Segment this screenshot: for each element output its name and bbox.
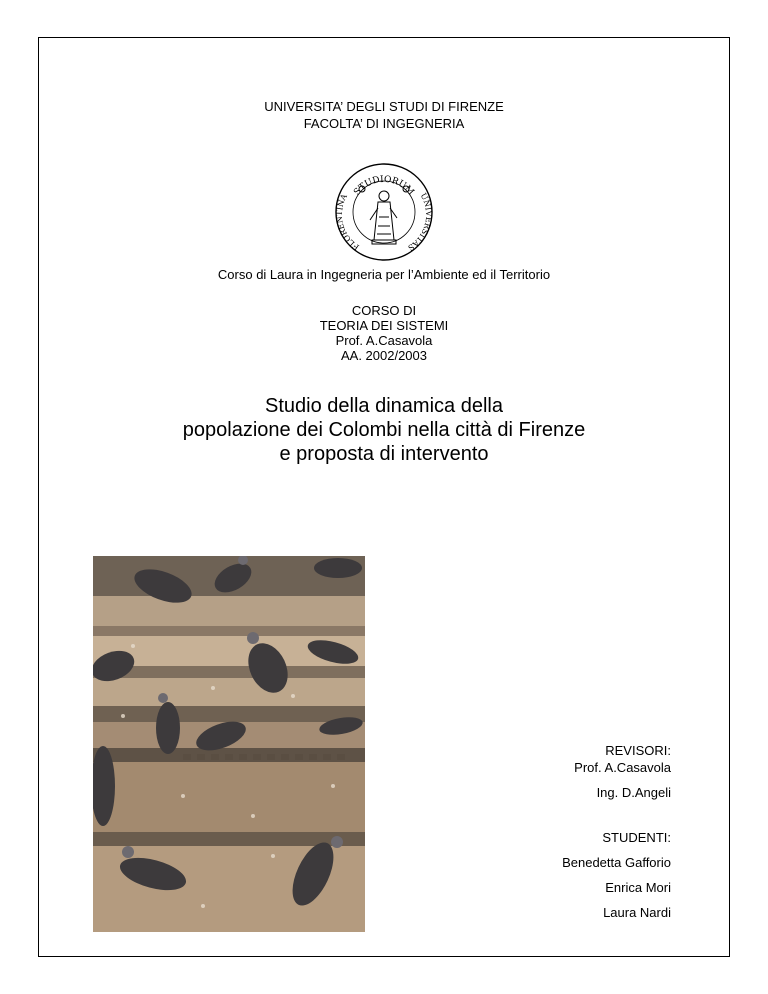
seal-text-left: FLORENTINA (334, 192, 361, 252)
reviewer-name: Prof. A.Casavola (574, 760, 671, 775)
title-line-2: popolazione dei Colombi nella città di Firenze (182, 419, 586, 441)
student-name: Benedetta Gafforio (562, 855, 671, 870)
students-label: STUDENTI: (602, 830, 671, 845)
reviewers-section (574, 742, 671, 801)
course-label: CORSO DI (351, 303, 417, 318)
reviewers-label: REVISORI: (605, 743, 671, 758)
title-line-1: Studio della dinamica della (265, 395, 503, 417)
seal-text-right: UNIVERSITAS (406, 191, 434, 253)
seal-text-top: STUDIORUM (352, 174, 416, 198)
title-line-3: e proposta di intervento (279, 443, 489, 465)
degree-course: Corso di Laura in Ingegneria per l’Ambiente ed il Territorio (217, 267, 551, 282)
document-title (0, 394, 768, 466)
pigeons-on-steps-photo (93, 556, 365, 932)
course-professor: Prof. A.Casavola (335, 333, 433, 348)
university-name: UNIVERSITA’ DEGLI STUDI DI FIRENZE (264, 99, 504, 114)
faculty-name: FACOLTA’ DI INGEGNERIA (303, 116, 465, 131)
student-name: Enrica Mori (605, 880, 671, 895)
student-name: Laura Nardi (603, 905, 671, 920)
course-name: TEORIA DEI SISTEMI (319, 318, 449, 333)
course-info (0, 303, 768, 363)
academic-year: AA. 2002/2003 (340, 348, 428, 363)
reviewer-name: Ing. D.Angeli (596, 785, 671, 800)
university-seal-icon (334, 162, 434, 262)
institution-header (0, 98, 768, 132)
students-section (562, 829, 671, 921)
